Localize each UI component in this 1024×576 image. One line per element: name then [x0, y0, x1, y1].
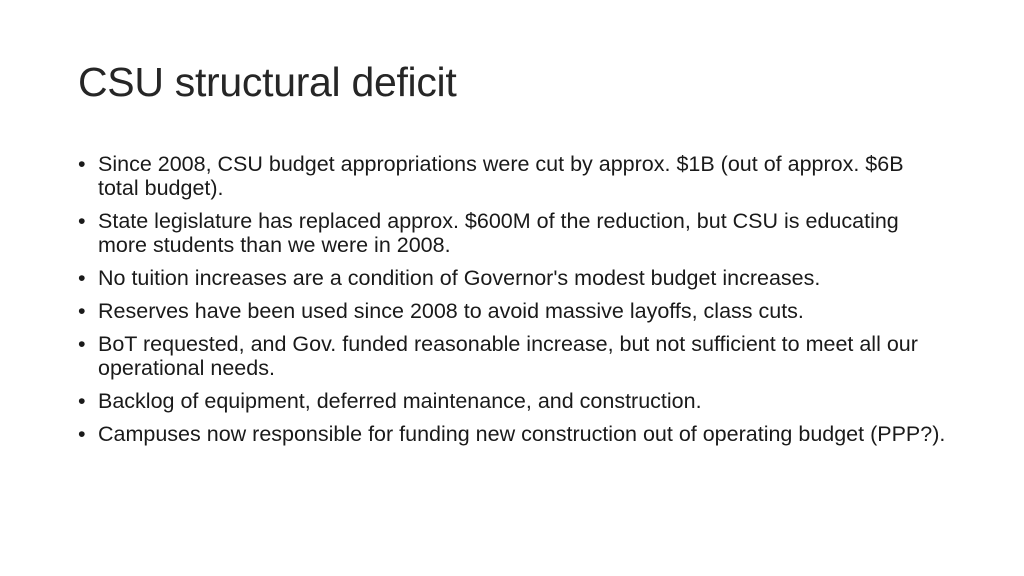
bullet-text: State legislature has replaced approx. $600M of the reduction, but CSU is educating more students than we were in 2008.: [98, 209, 899, 257]
bullet-text: BoT requested, and Gov. funded reasonable increase, but not sufficient to meet all our operational needs.: [98, 332, 918, 380]
bullet-text: Since 2008, CSU budget appropriations were cut by approx. $1B (out of approx. $6B total budget).: [98, 152, 904, 200]
bullet-icon: •: [78, 209, 86, 233]
bullet-text: Backlog of equipment, deferred maintenance, and construction.: [98, 389, 702, 413]
bullet-text: No tuition increases are a condition of Governor's modest budget increases.: [98, 266, 821, 290]
bullet-item: [78, 299, 948, 323]
bullet-icon: •: [78, 389, 86, 413]
bullet-item: [78, 422, 948, 446]
bullet-icon: •: [78, 266, 86, 290]
bullet-item: [78, 152, 948, 200]
bullet-item: [78, 332, 948, 380]
bullet-icon: •: [78, 332, 86, 356]
bullet-icon: •: [78, 422, 86, 446]
bullet-list: [78, 152, 948, 455]
bullet-item: [78, 266, 948, 290]
bullet-item: [78, 209, 948, 257]
slide-title: CSU structural deficit: [78, 59, 457, 105]
bullet-text: Reserves have been used since 2008 to avoid massive layoffs, class cuts.: [98, 299, 804, 323]
bullet-icon: •: [78, 152, 86, 176]
bullet-text: Campuses now responsible for funding new construction out of operating budget (PPP?).: [98, 422, 946, 446]
bullet-icon: •: [78, 299, 86, 323]
bullet-item: [78, 389, 948, 413]
